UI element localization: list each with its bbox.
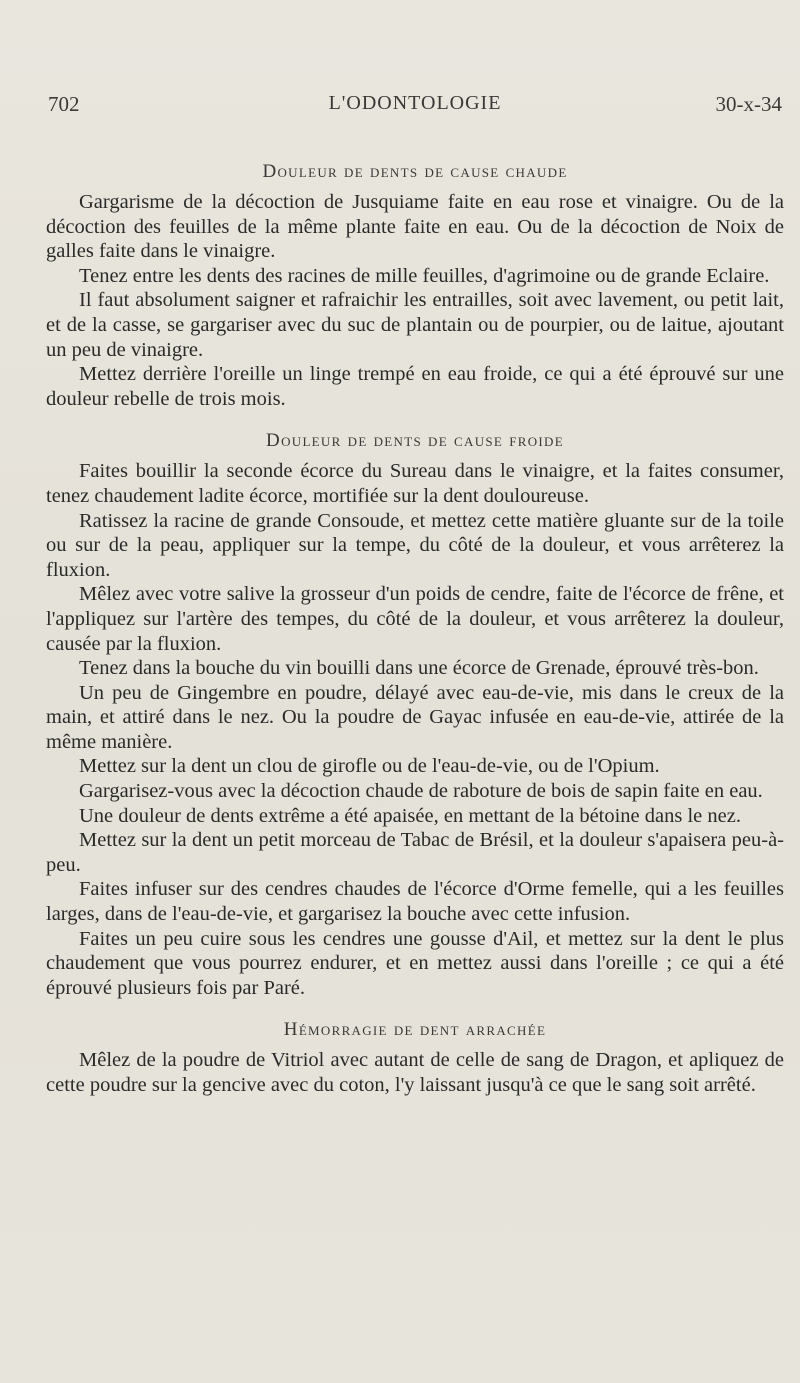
paragraph: Mêlez de la poudre de Vitriol avec autant de celle de sang de Dragon, et apliquez de cette poudre sur la gencive avec du coton, l'y laissant jusqu'à ce que le sang soit arrêté.: [46, 1049, 784, 1096]
paragraph: Mettez derrière l'oreille un linge trempé en eau froide, ce qui a été éprouvé sur une douleur rebelle de trois mois.: [46, 363, 784, 410]
paragraph: Faites un peu cuire sous les cendres une gousse d'Ail, et mettez sur la dent le plus chaudement que vous pourrez endurer, et en mettez aussi dans l'oreille ; ce qui a été éprouvé plusieurs fois par Paré.: [46, 927, 784, 999]
paragraph: Tenez dans la bouche du vin bouilli dans une écorce de Grenade, éprouvé très-bon.: [79, 657, 759, 680]
paragraph: Mêlez avec votre salive la grosseur d'un poids de cendre, faite de l'écorce de frêne, et l'appliquez sur l'artère des tempes, du côté de la douleur, et vous arrêterez la douleur, causée par la fluxion.: [46, 583, 784, 655]
paragraph: Une douleur de dents extrême a été apaisée, en mettant de la bétoine dans le nez.: [79, 804, 741, 827]
section-heading-hemorrhage: Hémorragie de dent arrachée: [283, 1019, 547, 1041]
paragraph: Faites bouillir la seconde écorce du Sureau dans le vinaigre, et la faites consumer, tenez chaudement ladite écorce, mortifiée sur la dent douloureuse.: [46, 460, 784, 507]
paragraph: Mettez sur la dent un petit morceau de Tabac de Brésil, et la douleur s'apaisera peu-à-peu.: [46, 829, 784, 876]
article-body: [46, 158, 784, 1098]
issue-date: 30-x-34: [715, 92, 782, 116]
paragraph: Faites infuser sur des cendres chaudes de l'écorce d'Orme femelle, qui a les feuilles larges, dans de l'eau-de-vie, et gargarisez la bouche avec cette infusion.: [46, 878, 784, 926]
page-number: 702: [48, 92, 80, 116]
journal-title: L'ODONTOLOGIE: [328, 92, 502, 114]
paragraph: Ratissez la racine de grande Consoude, et mettez cette matière gluante sur de la toile ou sur de la peau, appliquer sur la tempe, du côté de la douleur, et vous arrêterez la fluxion.: [46, 509, 784, 581]
paragraph: Il faut absolument saigner et rafraichir les entrailles, soit avec lavement, ou petit lait, et de la casse, se gargariser avec du suc de plantain ou de pourpier, ou de laitue, ajoutant un peu de vinaigre.: [46, 289, 784, 361]
section-heading-cold-cause: Douleur de dents de cause froide: [266, 430, 564, 452]
paragraph: Mettez sur la dent un clou de girofle ou de l'eau-de-vie, ou de l'Opium.: [79, 755, 660, 778]
section-heading-hot-cause: Douleur de dents de cause chaude: [262, 161, 568, 182]
paragraph: Tenez entre les dents des racines de mille feuilles, d'agrimoine ou de grande Eclaire.: [79, 264, 770, 287]
running-header: [48, 92, 782, 122]
paragraph: Un peu de Gingembre en poudre, délayé avec eau-de-vie, mis dans le creux de la main, et attiré dans le nez. Ou la poudre de Gayac infusée en eau-de-vie, attirée de la même manière.: [46, 681, 784, 753]
paragraph: Gargarisme de la décoction de Jusquiame faite en eau rose et vinaigre. Ou de la décoction des feuilles de la même plante faite en eau. Ou de la décoction de Noix de galles faite dans le vinaigre.: [46, 191, 784, 263]
paragraph: Gargarisez-vous avec la décoction chaude de raboture de bois de sapin faite en eau.: [79, 780, 763, 803]
